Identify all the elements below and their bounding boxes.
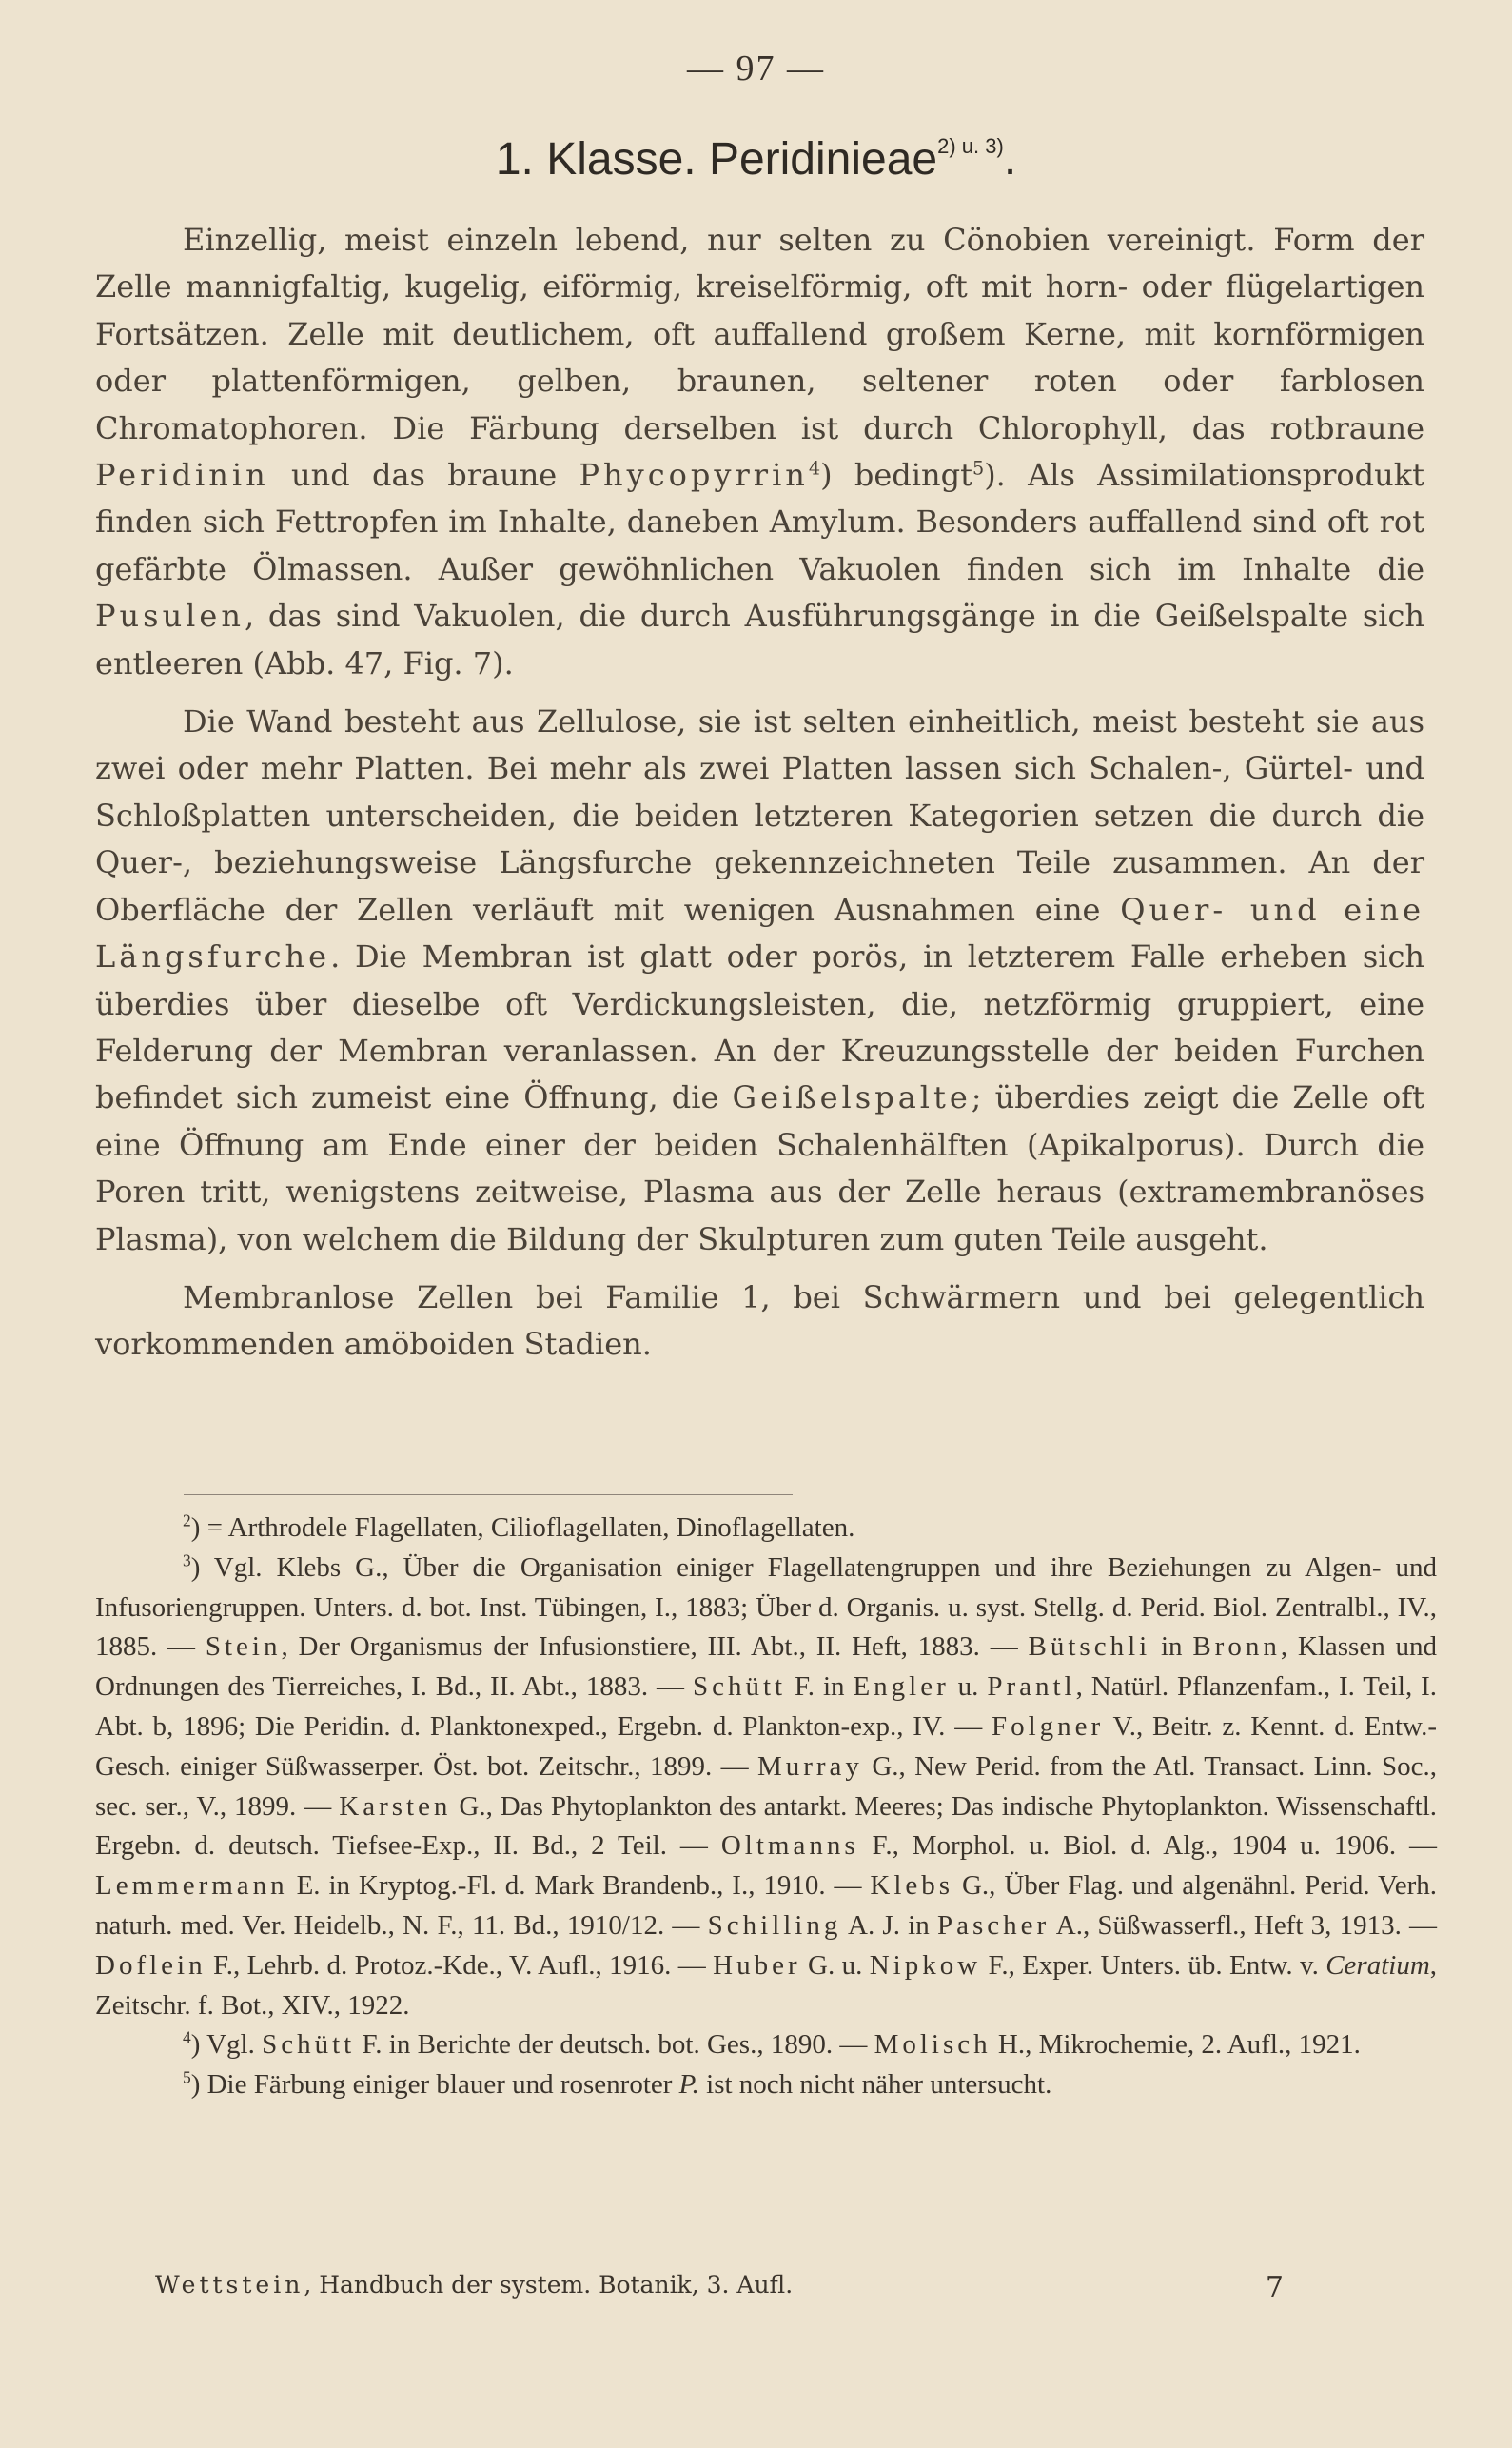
text-run: A., Süßwasserfl., Heft 3, 1913. — [1055,1909,1438,1941]
text-run: ) Vgl. Klebs G., Über die Organisation einiger Flagellatengruppen und ihre Beziehungen zu Algen- und Infusoriengruppen. Unters. d. bot. Inst. Tübingen, I., 1883; Über d. Organis. u. syst. Stellg. d. Perid. Biol. Zentralbl., IV., 1885. — [95,1551,1437,1663]
text-run: ) = Arthrodele Flagellaten, Cilioflagellaten, Dinoflagellaten. [190,1512,855,1543]
text-run: ) Vgl. [190,2029,255,2061]
footnote-mark: 3 [183,1550,191,1570]
term-peridinin: Peridinin [95,457,269,494]
text-run: , Klassen und Ordnungen des Tierreiches, I. Bd., II. Abt., 1883. — [95,1631,1437,1703]
text-run: H., Mikrochemie, 2. Aufl., 1921. [997,2029,1361,2061]
chapter-title [0,133,1512,186]
footer-book-title: , Handbuch der system. Botanik, 3. Aufl. [304,2271,794,2299]
page-number: — 97 — [687,49,825,89]
text-run: Einzellig, meist einzeln lebend, nur selten zu Cönobien vereinigt. Form der Zelle mannigfaltig, kugelig, eiförmig, kreiselförmig, oft mit horn- oder flügelartigen Fortsätzen. Zelle mit deutlichem, oft auffallend großem Kerne, mit kornförmigen oder plattenförmigen, gelben, braunen, seltener roten oder farblosen Chromatophoren. Die Färbung derselben ist durch Chlorophyll, das rotbraune [95,222,1424,446]
text-run: ) Die Färbung einiger blauer und rosenroter [190,2069,673,2101]
author-name: Stein [205,1631,282,1663]
author-name: Nipkow [869,1949,982,1981]
text-run: , das sind Vakuolen, die durch Ausführungsgänge in die Geißelspalte sich entleeren (Abb. 47, Fig. 7). [95,598,1424,681]
text-run: G., Über Flag. und algenähnl. Perid. Verh. naturh. med. Ver. Heidelb., N. F., 11. Bd., 1910/12. — [95,1870,1438,1941]
author-name: Klebs [870,1870,954,1902]
text-run: , Der Organismus der Infusionstiere, III. Abt., II. Heft, 1883. — [281,1631,1018,1663]
page-footer [155,2271,1284,2304]
text-run: G. u. [808,1949,863,1981]
footnote-mark: 5 [183,2067,191,2087]
footnote-ref-5: 5 [972,457,985,480]
text-run: ; überdies zeigt die Zelle oft eine Öffnung am Ende einer der beiden Schalenhälften (Apikalporus). Durch die Poren tritt, wenigstens zeitweise, Plasma aus der Zelle heraus (extramembranöses Plasma), von welchem die Bildung der Skulpturen zum guten Teile ausgeht. [95,1079,1425,1257]
text-run: F., Lehrb. d. Protoz.-Kde., V. Aufl., 1916. — [212,1949,706,1981]
text-run: u. [957,1671,979,1703]
author-name: Folgner [992,1710,1105,1742]
author-name: Huber [713,1949,801,1981]
text-run: und das braune [291,457,558,494]
author-name: Schütt [692,1671,787,1703]
body-text [95,217,1424,1380]
author-name: Engler [853,1671,950,1703]
text-run: G., Das Phytoplankton des antarkt. Meeres; Das indische Phytoplankton. Wissenschaftl. Ergebn. d. deutsch. Tiefsee-Exp., II. Bd., 2 Teil. — [95,1790,1437,1862]
footnote-mark: 2 [183,1510,191,1530]
text-run: G., New Perid. from the Atl. Transact. Linn. Soc., sec. ser., V., 1899. — [95,1750,1438,1822]
footnote-rule [184,1494,793,1495]
text-run: Die Wand besteht aus Zellulose, sie ist selten einheitlich, meist besteht sie aus zwei oder mehr Platten. Bei mehr als zwei Platten lassen sich Schalen-, Gürtel- und Schloßplatten unterscheiden, die beiden letzteren Kategorien setzen die durch die Quer-, beziehungsweise Längsfurche gekennzeichneten Teile zusammen. An der Oberfläche der Zellen verläuft mit wenigen Ausnahmen eine [95,703,1424,928]
term-quer-laengsfurche: Quer- und eine Längsfurche [95,891,1425,976]
author-name: Schütt [262,2029,356,2061]
text-run: E. in Kryptog.-Fl. d. Mark Brandenb., I., 1910. — [296,1870,862,1902]
footnote-2 [95,1509,1437,1549]
author-name: Prantl [987,1671,1076,1703]
text-run: V., Beitr. z. Kennt. d. Entw.-Gesch. einiger Süßwasserper. Öst. bot. Zeitschr., 1899. — [95,1710,1437,1782]
text-run: ) bedingt [820,457,972,494]
chapter-title-footnote-refs: 2) u. 3) [937,134,1004,158]
footnote-4 [95,2025,1437,2065]
author-name: Molisch [874,2029,992,2061]
chapter-title-text: 1. Klasse. Peridinieae [495,134,938,185]
author-name: Karsten [339,1790,452,1822]
paragraph-3: Membranlose Zellen bei Familie 1, bei Schwärmern und bei gelegentlich vorkommenden amöboiden Stadien. [95,1278,1424,1363]
paragraph-1 [95,217,1424,687]
author-name: Murray [756,1750,863,1782]
chapter-title-end: . [1003,134,1017,185]
paragraph-2 [95,699,1424,1263]
footer-imprint [155,2271,793,2304]
genus-abbreviation: P. [678,2069,699,2101]
author-name: Schilling [707,1909,842,1941]
text-run: , Natürl. Pflanzenfam., I. Teil, I. Abt. b, 1896; Die Peridin. d. Planktonexped., Ergebn. d. Plankton-exp., IV. — [95,1671,1438,1742]
author-name: Lemmermann [95,1870,288,1902]
footnote-ref-4: 4 [808,457,821,480]
term-phycopyrrin: Phycopyrrin [579,457,809,494]
author-name: Bronn [1192,1631,1281,1663]
text-run: , Zeitschr. f. Bot., XIV., 1922. [95,1949,1438,2021]
term-pusulen: Pusulen [95,598,245,635]
author-name: Pascher [936,1909,1051,1941]
author-name: Doflein [95,1949,206,1981]
text-run: A. J. in [848,1909,930,1941]
footnote-3 [95,1549,1437,2026]
signature-number: 7 [1265,2271,1284,2304]
text-run: F. in Berichte der deutsch. bot. Ges., 1890. — [362,2029,868,2061]
text-run: F. in [794,1671,845,1703]
author-name: Bütschli [1028,1631,1151,1663]
footnotes [95,1509,1437,2105]
text-run: F., Exper. Unters. üb. Entw. v. [988,1949,1319,1981]
text-run: . Die Membran ist glatt oder porös, in letzterem Falle erheben sich überdies über dieselbe oft Verdickungsleisten, die, netzförmig gruppiert, eine Felderung der Membran veranlassen. An der Kreuzungsstelle der beiden Furchen befindet sich zumeist eine Öffnung, die [95,938,1424,1116]
genus-name: Ceratium [1325,1949,1430,1981]
term-geisselspalte: Geißelspalte [732,1079,972,1116]
text-run: F., Morphol. u. Biol. d. Alg., 1904 u. 1906. — [872,1830,1437,1862]
text-run: ist noch nicht näher untersucht. [706,2069,1052,2101]
footnote-mark: 4 [183,2027,191,2047]
text-run: ). Als Assimilationsprodukt finden sich Fettropfen im Inhalte, daneben Amylum. Besonders auffallend sind oft rot gefärbte Ölmassen. Außer gewöhnlichen Vakuolen finden sich im Inhalte die [95,457,1424,587]
author-name: Oltmanns [720,1830,859,1862]
footer-author: Wettstein [155,2271,304,2299]
text-run: in [1160,1631,1183,1663]
footnote-5 [95,2065,1437,2105]
